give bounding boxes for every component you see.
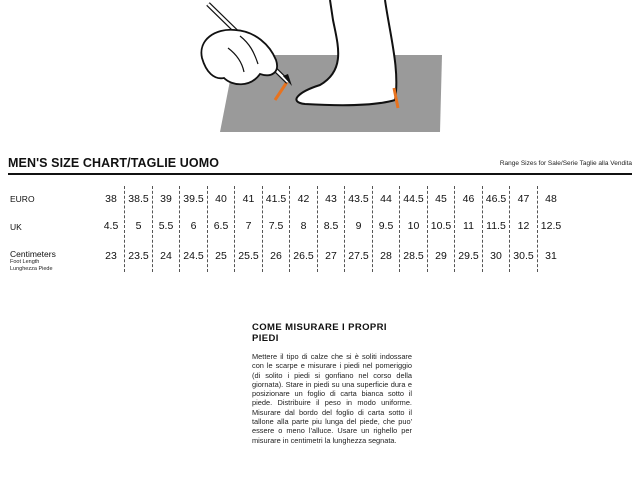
size-cell-cm: 29	[435, 250, 447, 262]
row-label-uk: UK	[10, 222, 22, 232]
size-cell-uk: 8.5	[323, 220, 339, 232]
size-cell-euro: 40	[215, 193, 227, 205]
size-cell-euro: 48	[545, 193, 557, 205]
size-cell-uk: 6.5	[213, 220, 229, 232]
size-column	[348, 186, 370, 272]
size-cell-euro: 47	[517, 193, 530, 205]
size-column	[265, 186, 287, 272]
size-column	[238, 186, 260, 272]
size-cell-cm: 26.5	[293, 250, 314, 262]
size-column	[403, 186, 425, 272]
size-cell-uk: 12.5	[540, 220, 562, 232]
row-label-cm	[10, 249, 56, 273]
size-cell-euro: 39	[160, 193, 172, 205]
size-cell-uk: 11.5	[486, 220, 506, 232]
instructions-section	[252, 322, 412, 445]
size-column	[375, 186, 397, 272]
foot-outline	[296, 0, 396, 105]
hand-icon	[201, 30, 277, 84]
size-cell-cm: 30.5	[513, 250, 534, 262]
size-cell-cm: 27	[325, 250, 337, 262]
size-cell-cm: 23.5	[128, 250, 149, 262]
row-label-euro: EURO	[10, 194, 35, 204]
size-column	[320, 186, 342, 272]
size-column	[293, 186, 315, 272]
size-cell-euro: 43.5	[348, 193, 369, 205]
chart-note: Range Sizes for Sale/Serie Taglie alla Vendita	[499, 160, 632, 167]
size-cell-uk: 6	[190, 220, 197, 232]
size-cell-uk: 10	[407, 220, 420, 232]
chart-header	[8, 155, 632, 175]
size-cell-euro: 38.5	[128, 193, 149, 205]
size-cell-cm: 26	[270, 250, 282, 262]
size-cell-euro: 42	[297, 193, 310, 205]
size-cell-euro: 44	[380, 193, 392, 205]
foot-measuring-illustration	[180, 0, 480, 135]
size-cell-euro: 44.5	[403, 193, 424, 205]
size-column	[183, 186, 205, 272]
size-column	[540, 186, 562, 272]
row-label-cm-sub2: Lunghezza Piede	[10, 266, 53, 272]
size-column	[155, 186, 177, 272]
size-cell-euro: 45	[435, 193, 447, 205]
size-cell-uk: 12	[517, 220, 530, 232]
size-cell-euro: 38	[105, 193, 117, 205]
size-cell-cm: 30	[490, 250, 502, 262]
size-column	[458, 186, 480, 272]
size-cell-cm: 23	[105, 250, 117, 262]
size-grid	[100, 186, 630, 272]
size-cell-euro: 41	[242, 193, 255, 205]
size-cell-euro: 46	[462, 193, 475, 205]
size-cell-uk: 9	[355, 220, 362, 232]
size-cell-uk: 5	[135, 220, 142, 232]
instructions-title: COME MISURARE I PROPRI PIEDI	[252, 322, 387, 344]
size-column	[100, 186, 122, 272]
size-cell-cm: 25.5	[238, 250, 259, 262]
size-column	[430, 186, 452, 272]
size-cell-cm: 27.5	[348, 250, 369, 262]
size-cell-uk: 9.5	[378, 220, 394, 232]
size-cell-uk: 4.5	[103, 220, 119, 232]
size-cell-euro: 39.5	[183, 193, 204, 205]
size-column	[210, 186, 232, 272]
size-cell-uk: 5.5	[158, 220, 174, 232]
size-cell-cm: 28.5	[403, 250, 424, 262]
size-cell-cm: 31	[545, 250, 557, 262]
instructions-body: Mettere il tipo di calze che si è soliti indossare con le scarpe e misurare i piedi nel pomeriggio (di solito i piedi si gonfiano nel corso della giornata). Stare in piedi su una superficie dura e posizionare un foglio di carta bianca sotto il piede. Distribuire il peso in modo uniforme. Misurare dal bordo del foglio di carta sotto il tallone alla parte piu lunga del piede, che puo' essere o meno l'alluce. Usare un righello per misurare in centimetri la lunghezza segnata.	[252, 352, 412, 445]
row-label-cm-title: Centimeters	[10, 249, 56, 259]
size-cell-cm: 24.5	[183, 250, 204, 262]
size-cell-cm: 24	[160, 250, 172, 262]
size-cell-uk: 11	[463, 220, 474, 232]
chart-title: MEN'S SIZE CHART/TAGLIE UOMO	[8, 156, 220, 170]
size-cell-uk: 7	[245, 220, 252, 232]
size-cell-euro: 43	[325, 193, 337, 205]
size-cell-euro: 46.5	[485, 193, 507, 205]
size-cell-euro: 41.5	[265, 193, 287, 205]
size-column	[513, 186, 535, 272]
size-column	[485, 186, 507, 272]
size-cell-cm: 29.5	[458, 250, 479, 262]
size-cell-cm: 28	[380, 250, 392, 262]
size-cell-uk: 8	[300, 220, 307, 232]
size-cell-uk: 7.5	[268, 220, 284, 232]
size-cell-cm: 25	[215, 250, 227, 262]
size-cell-uk: 10.5	[430, 220, 452, 232]
row-label-cm-sub1: Foot Length	[10, 259, 40, 265]
size-column	[128, 186, 150, 272]
